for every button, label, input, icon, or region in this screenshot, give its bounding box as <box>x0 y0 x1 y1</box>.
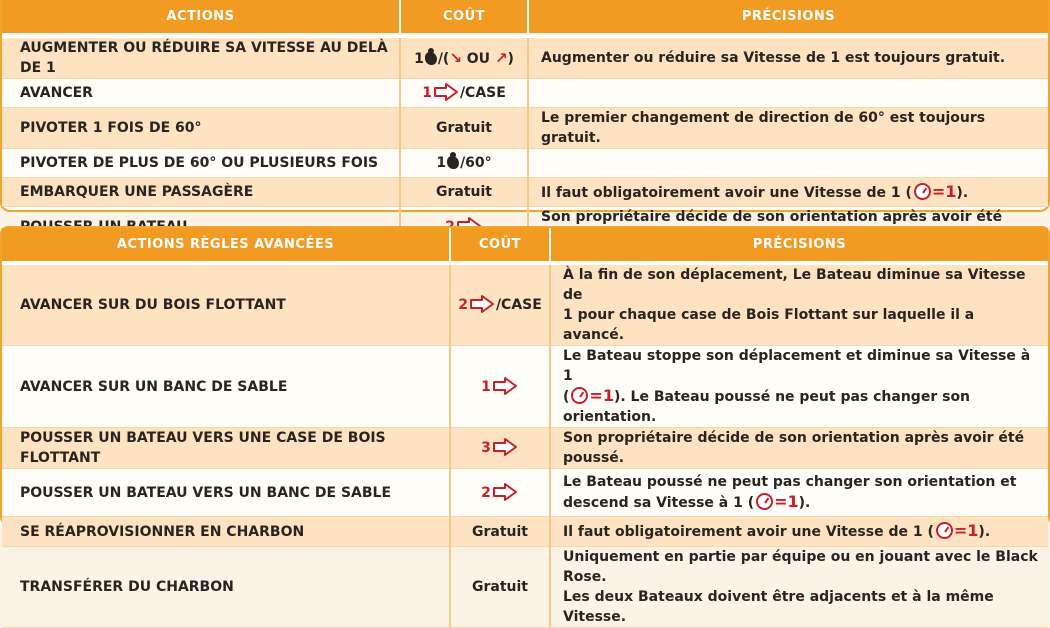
detail-text: Augmenter ou réduire sa Vitesse de 1 est toujours gratuit. <box>528 38 1048 79</box>
header-details: PRÉCISIONS <box>550 228 1048 261</box>
cost-cell: 1 /60° <box>400 149 528 178</box>
table-row <box>2 469 1048 517</box>
cost-cell: 2 <box>450 469 550 517</box>
speedometer-icon <box>914 183 931 200</box>
action-label: AVANCER SUR UN BANC DE SABLE <box>2 346 450 428</box>
header-advanced-actions: ACTIONS RÈGLES AVANCÉES <box>2 228 450 261</box>
table-row <box>2 178 1048 207</box>
header-actions: ACTIONS <box>2 0 400 33</box>
cost-cell: 1 <box>450 346 550 428</box>
action-label: EMBARQUER UNE PASSAGÈRE <box>2 178 400 207</box>
header-cost: COÛT <box>450 228 550 261</box>
cost-cell: 1 /(↘ OU ↗) <box>400 38 528 79</box>
action-label: PIVOTER DE PLUS DE 60° OU PLUSIEURS FOIS <box>2 149 400 178</box>
move-arrow-icon <box>470 295 494 313</box>
detail-text <box>528 149 1048 178</box>
cost-cell: 2 /CASE <box>450 265 550 346</box>
detail-text <box>528 79 1048 108</box>
cost-cell: Gratuit <box>400 178 528 207</box>
detail-text: Uniquement en partie par équipe ou en jouant avec le Black Rose. Les deux Bateaux doivent être adjacents et à la même Vitesse. <box>550 547 1048 628</box>
action-label: TRANSFÉRER DU CHARBON <box>2 547 450 628</box>
speedometer-icon <box>756 493 773 510</box>
table-row <box>2 517 1048 547</box>
table-row <box>2 428 1048 469</box>
detail-text: Le Bateau poussé ne peut pas changer son orientation et descend sa Vitesse à 1 ( =1). <box>550 469 1048 517</box>
detail-text: Il faut obligatoirement avoir une Vitesse de 1 ( =1). <box>528 178 1048 207</box>
cost-cell: 1 /CASE <box>400 79 528 108</box>
coal-icon <box>447 156 459 169</box>
cost-cell: Gratuit <box>450 517 550 547</box>
detail-text: Le premier changement de direction de 60° est toujours gratuit. <box>528 108 1048 149</box>
cost-cell: Gratuit <box>450 547 550 628</box>
detail-text: Son propriétaire décide de son orientation après avoir été <box>528 207 1048 248</box>
move-arrow-icon <box>493 483 517 501</box>
table-row <box>2 346 1048 428</box>
action-label: POUSSER UN BATEAU VERS UNE CASE DE BOIS FLOTTANT <box>2 428 450 469</box>
table-row <box>2 547 1048 628</box>
table-row <box>2 265 1048 346</box>
move-arrow-icon <box>434 83 458 101</box>
header-details: PRÉCISIONS <box>528 0 1048 33</box>
cost-cell: Gratuit <box>400 108 528 149</box>
action-label: SE RÉAPROVISIONNER EN CHARBON <box>2 517 450 547</box>
basic-actions-table <box>0 0 1050 225</box>
speedometer-icon <box>936 522 953 539</box>
move-arrow-icon <box>493 438 517 456</box>
header-cost: COÛT <box>400 0 528 33</box>
table-row <box>2 38 1048 79</box>
action-label: PIVOTER 1 FOIS DE 60° <box>2 108 400 149</box>
cost-cell: 3 <box>450 428 550 469</box>
table-row <box>2 79 1048 108</box>
action-label: POUSSER UN BATEAU VERS UN BANC DE SABLE <box>2 469 450 517</box>
coal-icon <box>425 52 437 65</box>
detail-text: À la fin de son déplacement, Le Bateau diminue sa Vitesse de 1 pour chaque case de Bois Flottant sur laquelle il a avancé. <box>550 265 1048 346</box>
speedometer-icon <box>571 387 588 404</box>
action-label: AVANCER <box>2 79 400 108</box>
detail-text: Son propriétaire décide de son orientation après avoir été poussé. <box>550 428 1048 469</box>
detail-text: Il faut obligatoirement avoir une Vitesse de 1 ( =1). <box>550 517 1048 547</box>
speed-up-icon: ↗ <box>494 48 508 67</box>
advanced-actions-table <box>0 226 1050 625</box>
detail-text: Le Bateau stoppe son déplacement et diminue sa Vitesse à 1 ( =1). Le Bateau poussé ne peut pas changer son orientation. <box>550 346 1048 428</box>
action-label: AUGMENTER OU RÉDUIRE SA VITESSE AU DELÀ DE 1 <box>2 38 400 79</box>
speed-down-icon: ↘ <box>449 48 462 67</box>
table-row <box>2 149 1048 178</box>
move-arrow-icon <box>493 377 517 395</box>
table-row <box>2 108 1048 149</box>
action-label: AVANCER SUR DU BOIS FLOTTANT <box>2 265 450 346</box>
